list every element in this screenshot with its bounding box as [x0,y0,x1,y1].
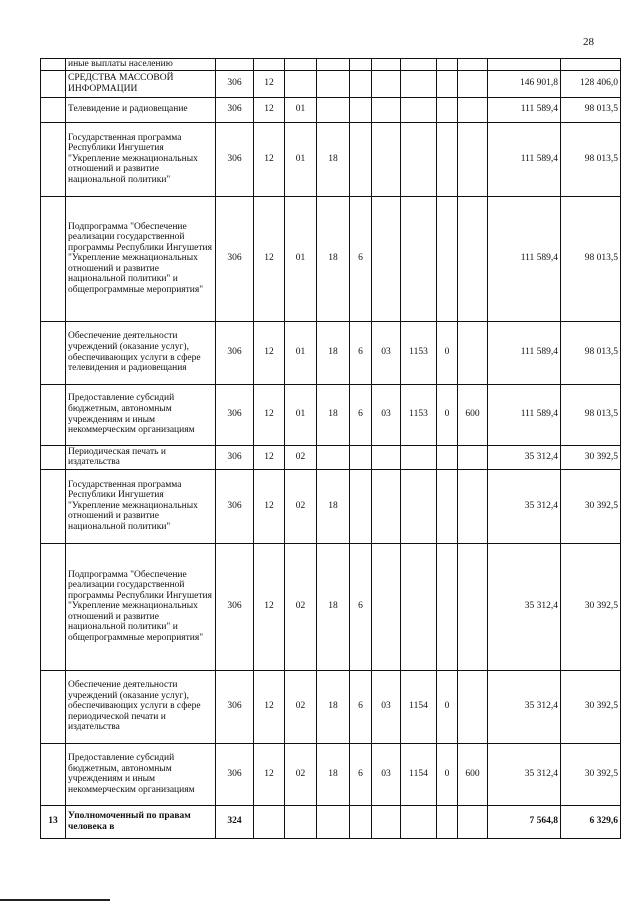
direction-code-cell: 1153 [401,384,437,445]
amount-year2-cell: 30 392,5 [561,743,621,805]
subsection-code-cell: 01 [285,384,317,445]
amount-year1-cell: 35 312,4 [488,743,561,805]
amount-year2-cell: 98 013,5 [561,97,621,122]
extra-code-cell [437,122,458,196]
direction-code-cell [401,59,437,71]
direction-code-cell [401,70,437,97]
section-code-cell: 12 [254,196,285,321]
subprogram-code-cell: 6 [350,196,372,321]
subsection-code-cell: 02 [285,670,317,743]
section-code-cell: 12 [254,384,285,445]
subprogram-code-cell [350,122,372,196]
main-event-code-cell [372,196,401,321]
direction-code-cell [401,805,437,838]
table-body [41,59,621,839]
table-row [41,196,621,321]
main-event-code-cell [372,543,401,670]
program-code-cell: 18 [317,743,350,805]
subsection-code-cell: 01 [285,321,317,384]
expense-type-cell [458,321,488,384]
main-event-code-cell: 03 [372,743,401,805]
amount-year2-cell [561,59,621,71]
section-code-cell [254,805,285,838]
section-code-cell: 12 [254,321,285,384]
expense-type-cell [458,97,488,122]
expense-type-cell [458,445,488,469]
table-row [41,543,621,670]
program-code-cell [317,59,350,71]
extra-code-cell [437,97,458,122]
section-code-cell: 12 [254,122,285,196]
expense-type-cell [458,59,488,71]
subsection-code-cell: 02 [285,469,317,543]
expense-type-cell [458,805,488,838]
budget-table [40,58,621,839]
page-number: 28 [583,36,594,48]
amount-year1-cell: 35 312,4 [488,543,561,670]
extra-code-cell: 0 [437,670,458,743]
amount-year2-cell: 98 013,5 [561,122,621,196]
expense-type-cell [458,543,488,670]
amount-year1-cell: 111 589,4 [488,196,561,321]
row-number-cell [41,321,66,384]
subsection-code-cell [285,805,317,838]
scan-edge-mark [0,899,110,901]
extra-code-cell [437,805,458,838]
ministry-code-cell: 306 [216,384,254,445]
direction-code-cell [401,122,437,196]
item-name-cell: Подпрограмма "Обеспечение реализации государственной программы Республики Ингушетия "Укрепление межнациональных отношений и развитие национальной политики" и общепрограммные мероприятия" [66,196,216,321]
table-row [41,122,621,196]
extra-code-cell: 0 [437,743,458,805]
amount-year2-cell: 128 406,0 [561,70,621,97]
table-row [41,70,621,97]
item-name-cell: Обеспечение деятельности учреждений (оказание услуг), обеспечивающих услуги в сфере периодической печати и издательства [66,670,216,743]
subsection-code-cell [285,59,317,71]
subsection-code-cell: 01 [285,97,317,122]
amount-year2-cell: 98 013,5 [561,384,621,445]
item-name-cell: Уполномоченный по правам человека в [66,805,216,838]
main-event-code-cell [372,805,401,838]
ministry-code-cell: 306 [216,445,254,469]
expense-type-cell [458,122,488,196]
main-event-code-cell [372,97,401,122]
direction-code-cell: 1154 [401,743,437,805]
item-name-cell: Предоставление субсидий бюджетным, автономным учреждениям и иным некоммерческим организациям [66,384,216,445]
amount-year2-cell: 98 013,5 [561,196,621,321]
extra-code-cell [437,543,458,670]
section-code-cell: 12 [254,469,285,543]
subprogram-code-cell: 6 [350,384,372,445]
item-name-cell: Предоставление субсидий бюджетным, автономным учреждениям и иным некоммерческим организациям [66,743,216,805]
subprogram-code-cell [350,445,372,469]
direction-code-cell [401,445,437,469]
table-row [41,469,621,543]
amount-year1-cell: 35 312,4 [488,670,561,743]
row-number-cell [41,445,66,469]
ministry-code-cell: 306 [216,321,254,384]
extra-code-cell: 0 [437,384,458,445]
extra-code-cell [437,445,458,469]
main-event-code-cell [372,445,401,469]
program-code-cell: 18 [317,122,350,196]
item-name-cell: Подпрограмма "Обеспечение реализации государственной программы Республики Ингушетия "Укрепление межнациональных отношений и развитие национальной политики" и общепрограммные мероприятия" [66,543,216,670]
amount-year1-cell: 35 312,4 [488,469,561,543]
row-number-cell [41,469,66,543]
subprogram-code-cell: 6 [350,670,372,743]
table-row [41,321,621,384]
ministry-code-cell: 306 [216,543,254,670]
subsection-code-cell: 02 [285,543,317,670]
ministry-code-cell: 306 [216,469,254,543]
subprogram-code-cell [350,805,372,838]
main-event-code-cell: 03 [372,321,401,384]
table-row [41,97,621,122]
amount-year1-cell [488,59,561,71]
extra-code-cell [437,59,458,71]
main-event-code-cell [372,469,401,543]
item-name-cell: Государственная программа Республики Ингушетия "Укрепление межнациональных отношений и развитие национальной политики" [66,122,216,196]
item-name-cell: Государственная программа Республики Ингушетия "Укрепление межнациональных отношений и развитие национальной политики" [66,469,216,543]
subprogram-code-cell [350,97,372,122]
direction-code-cell: 1153 [401,321,437,384]
row-number-cell: 13 [41,805,66,838]
table-row [41,805,621,838]
item-name-cell: Телевидение и радиовещание [66,97,216,122]
amount-year2-cell: 6 329,6 [561,805,621,838]
expense-type-cell: 600 [458,743,488,805]
ministry-code-cell: 306 [216,196,254,321]
main-event-code-cell: 03 [372,670,401,743]
program-code-cell: 18 [317,543,350,670]
amount-year1-cell: 7 564,8 [488,805,561,838]
section-code-cell: 12 [254,70,285,97]
subsection-code-cell: 02 [285,743,317,805]
item-name-cell: иные выплаты населению [66,59,216,71]
table-row [41,445,621,469]
amount-year1-cell: 111 589,4 [488,321,561,384]
subsection-code-cell: 01 [285,196,317,321]
row-number-cell [41,743,66,805]
section-code-cell [254,59,285,71]
extra-code-cell [437,196,458,321]
program-code-cell: 18 [317,384,350,445]
subsection-code-cell: 02 [285,445,317,469]
section-code-cell: 12 [254,543,285,670]
program-code-cell: 18 [317,670,350,743]
extra-code-cell [437,70,458,97]
subprogram-code-cell [350,469,372,543]
amount-year2-cell: 98 013,5 [561,321,621,384]
subsection-code-cell [285,70,317,97]
program-code-cell [317,70,350,97]
amount-year2-cell: 30 392,5 [561,670,621,743]
amount-year1-cell: 111 589,4 [488,384,561,445]
ministry-code-cell: 306 [216,670,254,743]
row-number-cell [41,70,66,97]
extra-code-cell [437,469,458,543]
direction-code-cell [401,543,437,670]
program-code-cell: 18 [317,196,350,321]
expense-type-cell [458,670,488,743]
program-code-cell [317,97,350,122]
expense-type-cell [458,196,488,321]
program-code-cell: 18 [317,321,350,384]
subprogram-code-cell: 6 [350,743,372,805]
row-number-cell [41,196,66,321]
subprogram-code-cell [350,70,372,97]
ministry-code-cell: 306 [216,122,254,196]
expense-type-cell: 600 [458,384,488,445]
subprogram-code-cell: 6 [350,321,372,384]
amount-year2-cell: 30 392,5 [561,445,621,469]
ministry-code-cell: 324 [216,805,254,838]
program-code-cell [317,805,350,838]
expense-type-cell [458,70,488,97]
item-name-cell: Периодическая печать и издательства [66,445,216,469]
amount-year2-cell: 30 392,5 [561,469,621,543]
direction-code-cell [401,469,437,543]
section-code-cell: 12 [254,445,285,469]
program-code-cell [317,445,350,469]
table-row [41,384,621,445]
ministry-code-cell: 306 [216,97,254,122]
row-number-cell [41,97,66,122]
table-row [41,59,621,71]
ministry-code-cell [216,59,254,71]
item-name-cell: СРЕДСТВА МАССОВОЙ ИНФОРМАЦИИ [66,70,216,97]
amount-year1-cell: 111 589,4 [488,122,561,196]
subprogram-code-cell [350,59,372,71]
extra-code-cell: 0 [437,321,458,384]
amount-year1-cell: 35 312,4 [488,445,561,469]
subsection-code-cell: 01 [285,122,317,196]
row-number-cell [41,384,66,445]
main-event-code-cell: 03 [372,384,401,445]
main-event-code-cell [372,70,401,97]
section-code-cell: 12 [254,670,285,743]
section-code-cell: 12 [254,97,285,122]
row-number-cell [41,122,66,196]
main-event-code-cell [372,122,401,196]
direction-code-cell [401,196,437,321]
row-number-cell [41,670,66,743]
ministry-code-cell: 306 [216,70,254,97]
table-row [41,743,621,805]
ministry-code-cell: 306 [216,743,254,805]
direction-code-cell [401,97,437,122]
section-code-cell: 12 [254,743,285,805]
main-event-code-cell [372,59,401,71]
item-name-cell: Обеспечение деятельности учреждений (оказание услуг), обеспечивающих услуги в сфере телевидения и радиовещания [66,321,216,384]
row-number-cell [41,543,66,670]
row-number-cell [41,59,66,71]
amount-year1-cell: 146 901,8 [488,70,561,97]
subprogram-code-cell: 6 [350,543,372,670]
amount-year1-cell: 111 589,4 [488,97,561,122]
amount-year2-cell: 30 392,5 [561,543,621,670]
direction-code-cell: 1154 [401,670,437,743]
program-code-cell: 18 [317,469,350,543]
expense-type-cell [458,469,488,543]
table-row [41,670,621,743]
